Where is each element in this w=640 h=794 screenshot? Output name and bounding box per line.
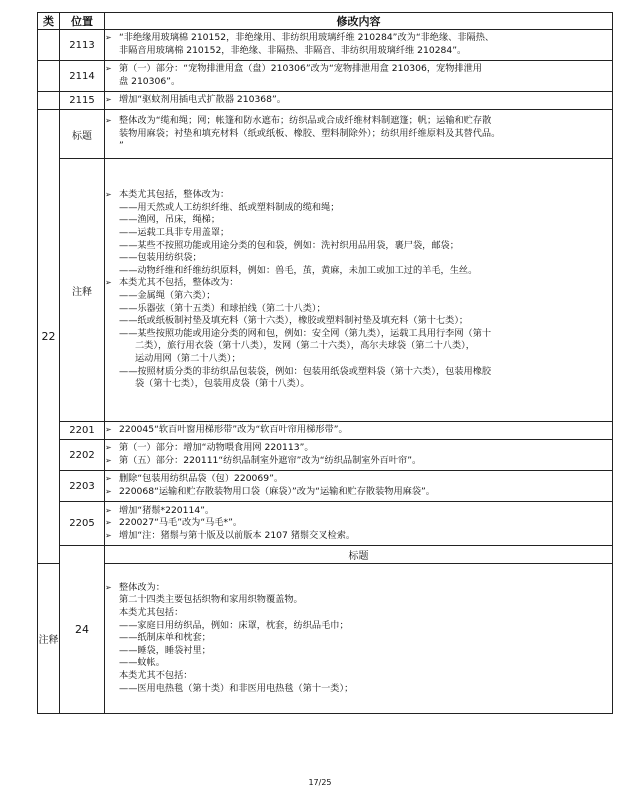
header-position: 位置 xyxy=(60,13,105,30)
page-number: 17/25 xyxy=(308,778,332,787)
content-line: 第（一）部分：增加“动物喂食用网 220113”。 xyxy=(119,442,314,454)
content-line: ——某些不按照功能或用途分类的包和袋，例如：洗衬织用品用袋，裹尸袋，邮袋； xyxy=(119,239,459,251)
content-line: 非隔音用玻璃棉 210152，非绝缘、非隔热、非隔音、非纺织用玻璃纤维 210284”。 xyxy=(119,45,467,56)
content-cell xyxy=(105,422,613,440)
table-row xyxy=(38,92,613,110)
content-cell xyxy=(105,502,613,546)
position-cell: 标题 xyxy=(105,546,613,564)
table-row xyxy=(38,564,613,714)
content-line: 增加“驱蚊剂用插电式扩散器 210368”。 xyxy=(119,94,286,106)
bullet-icon: ➢ xyxy=(105,456,112,465)
position-cell: 2113 xyxy=(60,30,105,61)
table-row xyxy=(38,471,613,502)
content-line: ——按照材质分类的非纺织品包装袋，例如：包装用纸袋或塑料袋（第十六类），包装用橡胶 xyxy=(119,365,492,377)
content-line: 二类），旅行用衣袋（第十八类），发网（第二十六类），高尔夫球袋（第二十八类）， xyxy=(135,340,475,352)
content-line: 整体改为“缆和绳；网；帐篷和防水遮布；纺织品或合成纤维材料制遮篷；帆；运输和贮存散 xyxy=(119,115,492,127)
content-cell xyxy=(105,61,613,92)
content-line: ——金属绳（第六类）； xyxy=(119,290,216,301)
bullet-icon: ➢ xyxy=(105,64,112,74)
content-line: ——渔网，吊床，绳梯； xyxy=(119,214,221,226)
content-line: ——纸制床单和枕套； xyxy=(119,632,211,644)
content-line: ——动物纤维和纤维纺织原料，例如：兽毛，茧，黄麻，未加工或加工过的羊毛，生丝。 xyxy=(119,264,478,276)
class-cell xyxy=(38,92,60,110)
class-cell xyxy=(38,30,60,61)
content-line: ——运载工具非专用盖罩； xyxy=(119,227,230,239)
content-line: 第（一）部分：“宠物排泄用盒（盘）210306”改为“宠物排泄用盒 210306，宠物排泄用 xyxy=(119,63,482,75)
content-cell xyxy=(105,159,613,422)
position-cell: 注释 xyxy=(60,159,105,422)
content-line: 本类尤其不包括： xyxy=(119,669,193,681)
bullet-icon: ➢ xyxy=(105,95,112,105)
position-cell: 标题 xyxy=(60,110,105,159)
table-row xyxy=(38,61,613,92)
bullet-icon: ➢ xyxy=(105,443,112,453)
class-number-cell: 22 xyxy=(38,110,60,564)
content-cell xyxy=(105,471,613,502)
content-line: “非绝缘用玻璃棉 210152，非绝缘用、非纺织用玻璃纤维 210284”改为“非绝缘、非隔热、 xyxy=(119,32,495,44)
content-line: 220068“运输和贮存散装物用口袋（麻袋）”改为“运输和贮存散装物用麻袋”。 xyxy=(119,486,435,497)
content-line: ——睡袋，睡袋衬里； xyxy=(119,644,211,656)
content-line: ——乐器弦（第十五类）和球拍线（第二十八类）； xyxy=(119,302,326,314)
bullet-icon: ➢ xyxy=(105,582,112,592)
position-cell: 2203 xyxy=(60,471,105,502)
content-line: 第二十四类主要包括织物和家用织物覆盖物。 xyxy=(119,594,303,606)
content-cell xyxy=(105,30,613,61)
bullet-icon: ➢ xyxy=(105,116,112,126)
content-cell xyxy=(105,92,613,110)
content-line: ——家庭日用纺织品，例如：床罩，枕套，纺织品毛巾； xyxy=(119,619,349,631)
table-header-row xyxy=(38,13,613,30)
bullet-icon: ➢ xyxy=(105,487,112,496)
content-line: 本类尤其包括： xyxy=(119,607,184,619)
content-line: 袋（第十七类），包装用皮袋（第十八类）。 xyxy=(135,378,310,390)
bullet-icon: ➢ xyxy=(105,505,112,515)
content-line: 运动用网（第二十八类）； xyxy=(135,352,241,364)
bullet-icon: ➢ xyxy=(105,474,112,484)
content-line: 整体改为： xyxy=(119,581,165,593)
table-row xyxy=(38,502,613,546)
content-line: 220027“马毛”改为“马毛*”。 xyxy=(119,517,243,529)
class-cell xyxy=(38,61,60,92)
content-line: 增加“注：猪鬃与第十版及以前版本 2107 猪鬃交叉检索。 xyxy=(119,529,356,541)
amendment-table xyxy=(37,12,613,714)
content-line: ——包装用纺织袋； xyxy=(119,252,202,264)
bullet-icon: ➢ xyxy=(105,278,112,288)
class-number-cell: 24 xyxy=(60,546,105,714)
table-row xyxy=(38,30,613,61)
content-line: ” xyxy=(119,140,124,152)
bullet-icon: ➢ xyxy=(105,425,112,435)
position-cell: 2201 xyxy=(60,422,105,440)
position-cell: 2205 xyxy=(60,502,105,546)
bullet-icon: ➢ xyxy=(105,518,112,528)
content-cell xyxy=(105,110,613,159)
content-line: 装物用麻袋；衬垫和填充材料（纸或纸板、橡胶、塑料制除外）；纺织用纤维原料及其替代品。 xyxy=(119,127,501,139)
position-cell: 2115 xyxy=(60,92,105,110)
content-line: 220045“软百叶窗用梯形带”改为“软百叶帘用梯形带”。 xyxy=(119,424,348,436)
content-line: ——纸或纸板制衬垫及填充料（第十六类），橡胶或塑料制衬垫及填充料（第十七类）； xyxy=(119,315,469,327)
content-line: 删除“包装用纺织品袋（包）220069”。 xyxy=(119,473,284,485)
position-cell: 2202 xyxy=(60,440,105,471)
content-cell xyxy=(105,440,613,471)
content-line: 本类尤其不包括，整体改为： xyxy=(119,277,239,289)
bullet-icon: ➢ xyxy=(105,530,112,540)
table-row xyxy=(38,159,613,422)
content-line: 盘 210306”。 xyxy=(119,76,181,87)
content-line: ——蚊帐。 xyxy=(119,657,165,669)
header-class: 类 xyxy=(38,13,60,30)
content-line: 本类尤其包括，整体改为： xyxy=(119,189,230,201)
content-line: 第（五）部分：220111“纺织品制室外遮帘”改为“纺织品制室外百叶帘”。 xyxy=(119,455,422,466)
content-cell xyxy=(105,564,613,714)
content-line: ——用天然或人工纺织纤维、纸或塑料制成的缆和绳； xyxy=(119,201,340,213)
content-line: ——某些按照功能或用途分类的网和包，例如：安全网（第九类），运载工具用行李网（第十 xyxy=(119,327,492,339)
position-cell: 2114 xyxy=(60,61,105,92)
header-content: 修改内容 xyxy=(105,13,613,30)
content-line: 增加“猪鬃*220114”。 xyxy=(119,504,215,516)
table-row xyxy=(38,110,613,159)
bullet-icon: ➢ xyxy=(105,33,112,43)
table-row xyxy=(38,440,613,471)
table-row xyxy=(38,546,613,564)
content-line: ——医用电热毯（第十类）和非医用电热毯（第十一类）； xyxy=(119,682,354,694)
position-cell: 注释 xyxy=(38,564,60,714)
bullet-icon: ➢ xyxy=(105,190,112,200)
table-row xyxy=(38,422,613,440)
